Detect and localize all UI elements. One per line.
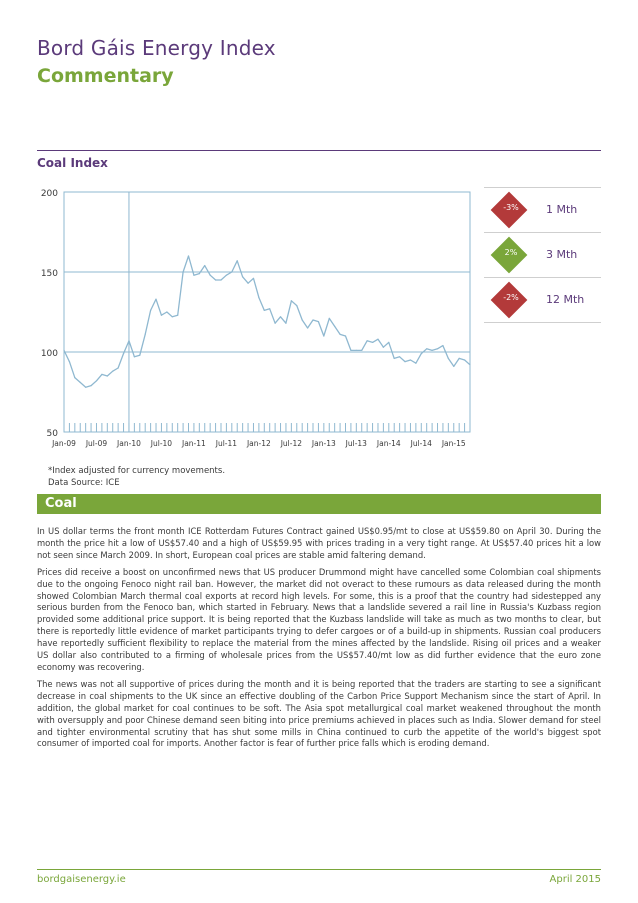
coal-index-heading: Coal Index	[37, 156, 108, 170]
commentary-paragraph: Prices did receive a boost on unconfirmed news that US producer Drummond might have cancelled some Colombian coal shipments due to the ongoing Fenoco night rail ban. However, the market did not overact to these rumours as data released during the month showed Colombian March thermal coal exports at record high levels. For some, this is a proof that the country had sidestepped any serious burden from the Fenoco ban, which started in February. News that a landslide severed a rail line in Russia's Kuzbass region provided some additional price support. It is being reported that the Kuzbass landslide will take as much as two months to clear, but there is reportedly little evidence of market participants trying to defer cargoes or of a build-up in shipments. Russian coal producers have reportedly sufficient flexibility to replace the material from the mines affected by the landslide. Rising oil prices and a weaker US dollar also contributed to a firming of wholesale prices from the US$57.40/mt low as did further evidence that the euro zone economy was recovering.	[37, 566, 601, 672]
data-point	[421, 353, 422, 354]
x-tick-label: Jan-12	[246, 439, 271, 448]
adjusted-note: *Index adjusted for currency movements.	[48, 466, 226, 476]
footer-divider	[37, 869, 601, 870]
data-point	[388, 342, 389, 343]
section-divider	[37, 150, 601, 151]
data-point	[155, 299, 156, 300]
data-point	[426, 348, 427, 349]
data-point	[383, 347, 384, 348]
data-point	[448, 358, 449, 359]
data-point	[85, 387, 86, 388]
data-point	[275, 323, 276, 324]
x-tick-label: Jul-09	[85, 439, 108, 448]
data-point	[345, 335, 346, 336]
x-tick-label: Jul-11	[215, 439, 238, 448]
change-row-12m	[484, 278, 601, 323]
y-tick-label: 150	[40, 269, 58, 279]
x-tick-label: Jan-15	[441, 439, 466, 448]
x-tick-label: Jan-14	[376, 439, 401, 448]
y-tick-label: 200	[40, 189, 58, 199]
data-point	[312, 319, 313, 320]
data-point	[459, 358, 460, 359]
change-value: 2%	[504, 248, 518, 257]
change-period: 12 Mth	[546, 293, 585, 306]
data-point	[469, 364, 470, 365]
data-point	[118, 367, 119, 368]
data-point	[291, 300, 292, 301]
coal-index-chart	[37, 182, 477, 454]
plot-frame	[64, 192, 470, 432]
data-point	[123, 353, 124, 354]
data-point	[210, 275, 211, 276]
data-point	[204, 265, 205, 266]
page-subtitle: Commentary	[37, 65, 174, 87]
x-tick-label: Jul-13	[345, 439, 367, 448]
y-tick-label: 50	[46, 429, 58, 439]
change-row-3m	[484, 233, 601, 278]
data-point	[96, 380, 97, 381]
y-tick-label: 100	[40, 349, 58, 359]
data-point	[188, 255, 189, 256]
data-point	[437, 348, 438, 349]
data-point	[280, 316, 281, 317]
data-point	[296, 305, 297, 306]
data-point	[90, 385, 91, 386]
data-point	[134, 356, 135, 357]
data-point	[453, 366, 454, 367]
coal-index-series-line	[64, 256, 470, 387]
data-point	[150, 310, 151, 311]
data-point	[80, 382, 81, 383]
change-value: -3%	[503, 203, 519, 212]
data-point	[269, 308, 270, 309]
footer-website-link[interactable]: bordgaisenergy.ie	[37, 874, 126, 885]
x-tick-label: Jul-12	[280, 439, 303, 448]
data-point	[264, 310, 265, 311]
data-point	[258, 297, 259, 298]
x-tick-label: Jul-10	[150, 439, 173, 448]
x-tick-label: Jan-11	[182, 439, 206, 448]
data-point	[394, 358, 395, 359]
data-point	[372, 342, 373, 343]
data-point	[226, 275, 227, 276]
commentary-paragraph: In US dollar terms the front month ICE Rotterdam Futures Contract gained US$0.95/mt to close at US$59.80 on April 30. During the month the price hit a low of US$57.40 and a high of US$59.95 with prices trading in a very tight range. At US$57.40 prices hit a low not seen since March 2009. In short, European coal prices are stable amid faltering demand.	[37, 526, 601, 560]
footer-date: April 2015	[549, 874, 601, 885]
change-value: -2%	[503, 293, 519, 302]
data-point	[112, 371, 113, 372]
commentary-paragraph: The news was not all supportive of prices during the month and it is being reported that the traders are starting to see a significant decrease in coal shipments to the UK since an effective doubling of the Carbon Price Support Mechanism since the start of April. In addition, the global market for coal continues to be soft. The Asia spot metallurgical coal market weakened throughout the month with oversupply and poor Chinese demand seen biting into price premiums achieved in places such as India. Slower demand for steel and tighter environmental scrutiny that has shut some mills in China continued to curb the appetite of the world's biggest spot consumer of imported coal for imports. Another factor is fear of further price falls which is eroding demand.	[37, 678, 601, 749]
x-tick-label: Jul-14	[410, 439, 432, 448]
data-point	[415, 363, 416, 364]
data-point	[323, 335, 324, 336]
data-point	[367, 340, 368, 341]
change-period: 1 Mth	[546, 203, 578, 216]
data-point	[404, 361, 405, 362]
data-point	[432, 350, 433, 351]
page-title: Bord Gáis Energy Index	[37, 36, 276, 60]
change-period: 3 Mth	[546, 248, 578, 261]
data-point	[172, 316, 173, 317]
coal-section-heading: Coal	[45, 496, 77, 511]
data-point	[139, 355, 140, 356]
data-point	[285, 323, 286, 324]
data-point	[145, 334, 146, 335]
data-point	[442, 345, 443, 346]
coal-section-bar	[37, 494, 601, 514]
data-point	[101, 374, 102, 375]
data-point	[302, 319, 303, 320]
data-point	[193, 275, 194, 276]
data-point	[307, 327, 308, 328]
data-point	[247, 283, 248, 284]
data-point	[69, 361, 70, 362]
data-point	[166, 311, 167, 312]
data-point	[63, 350, 64, 351]
data-point	[377, 339, 378, 340]
data-point	[107, 375, 108, 376]
change-row-1m	[484, 187, 601, 233]
data-point	[361, 350, 362, 351]
x-tick-label: Jan-10	[117, 439, 141, 448]
data-point	[161, 315, 162, 316]
data-point	[318, 321, 319, 322]
data-point	[74, 377, 75, 378]
data-point	[339, 334, 340, 335]
data-point	[329, 318, 330, 319]
data-point	[237, 260, 238, 261]
data-point	[399, 356, 400, 357]
data-point	[199, 273, 200, 274]
data-point	[334, 326, 335, 327]
coal-commentary	[37, 526, 601, 755]
data-point	[220, 279, 221, 280]
data-source-note: Data Source: ICE	[48, 478, 120, 488]
data-point	[356, 350, 357, 351]
data-point	[215, 279, 216, 280]
x-tick-label: Jan-09	[52, 439, 76, 448]
x-tick-label: Jan-13	[311, 439, 336, 448]
data-point	[242, 276, 243, 277]
data-point	[253, 278, 254, 279]
data-point	[464, 359, 465, 360]
data-point	[350, 350, 351, 351]
data-point	[177, 315, 178, 316]
data-point	[128, 340, 129, 341]
change-panel	[484, 187, 601, 323]
data-point	[410, 359, 411, 360]
data-point	[231, 271, 232, 272]
data-point	[182, 271, 183, 272]
